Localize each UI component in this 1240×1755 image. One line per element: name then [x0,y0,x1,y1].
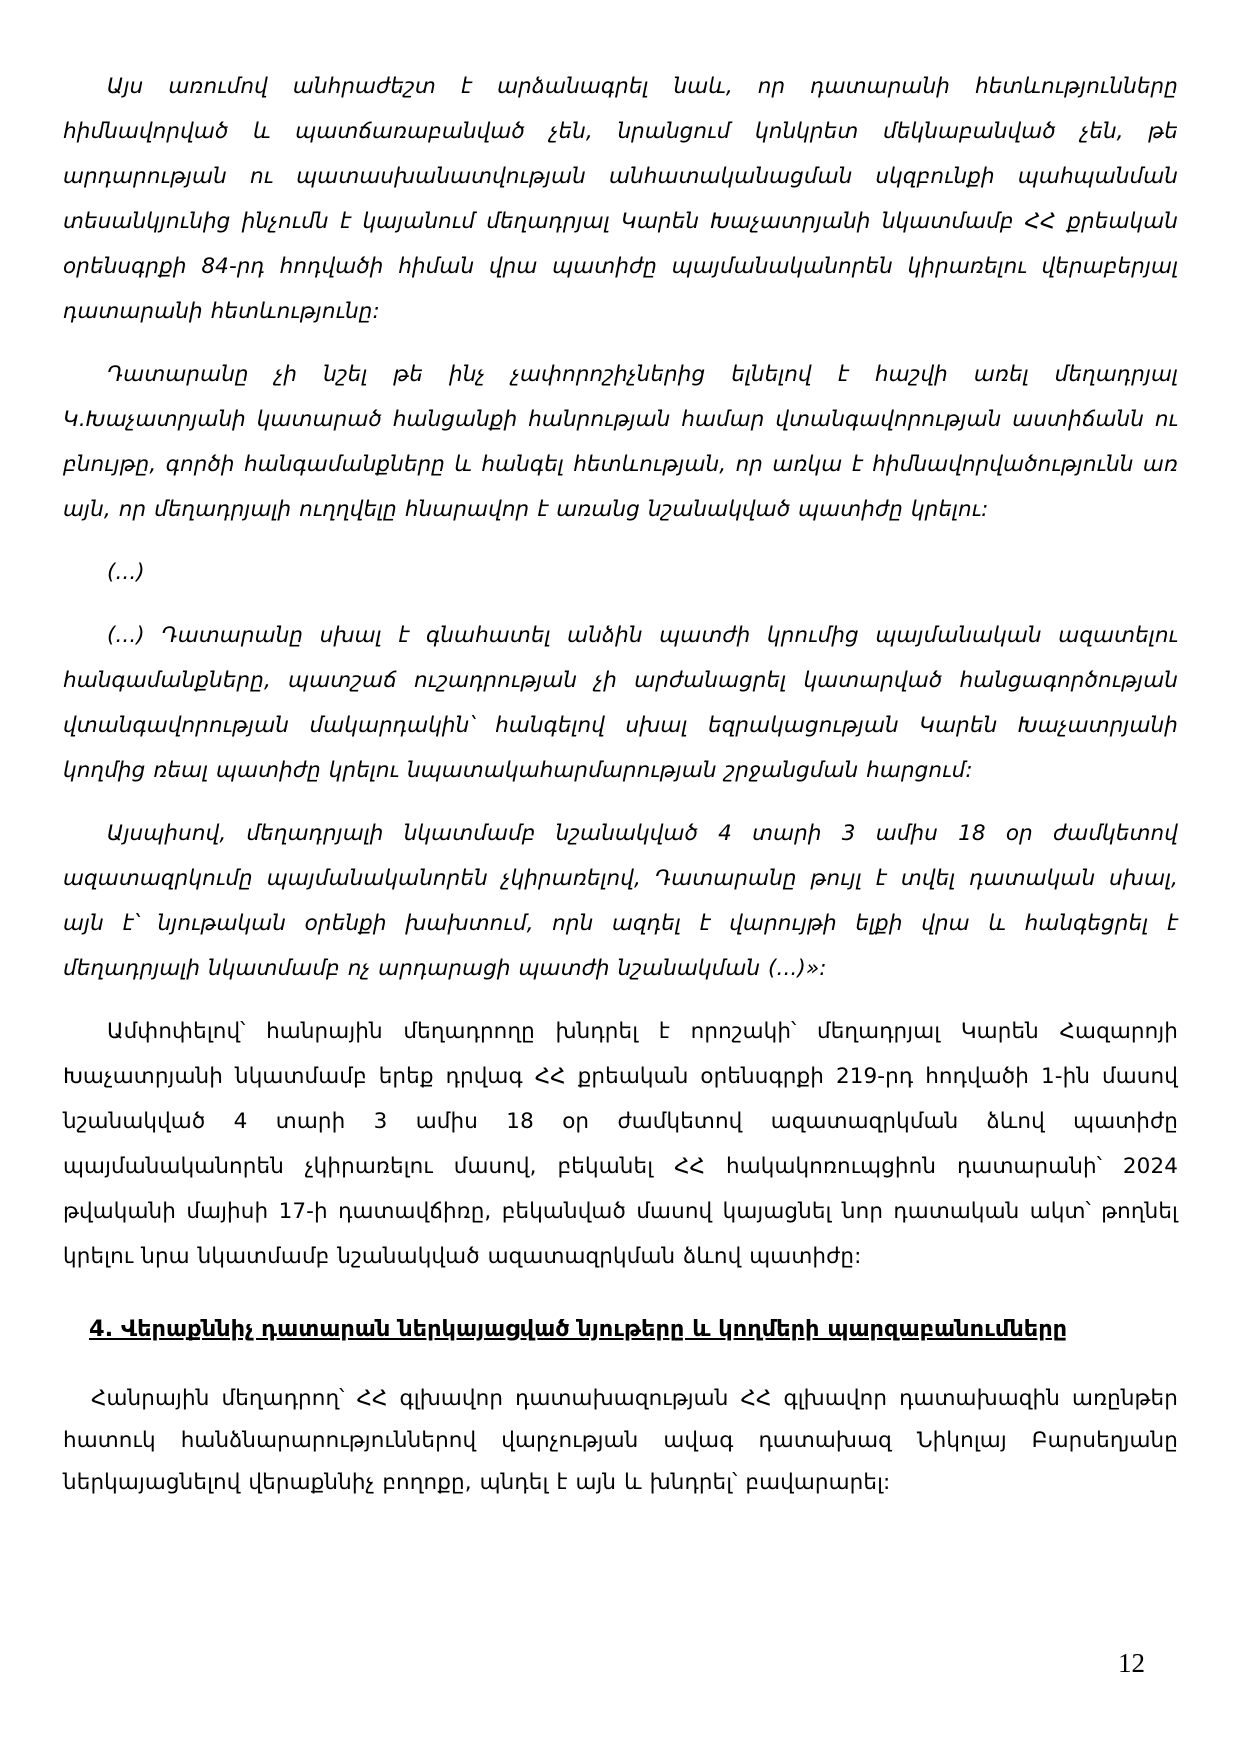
paragraph-prosecutor-summary-request: Ամփոփելով՝ հանրային մեղադրողը խնդրել է որոշակի՝ մեղադրյալ Կարեն Հազարոյի Խաչատրյանի նկատմամբ երեք դրվագ ՀՀ քրեական օրենսգրքի 219-րդ հոդվածի 1-ին մասով նշանակված 4 տարի 3 ամիս 18 օր ժամկետով ազատազրկման ձևով պատիժը պայմանականորեն չկիրառելու մասով, բեկանել ՀՀ հակակոռուպցիոն դատարանի՝ 2024 թվականի մայիսի 17-ի դատավճիռը, բեկանված մասով կայացնել նոր դատական ակտ՝ թողնել կրելու նրա նկատմամբ նշանակված ազատազրկման ձևով պատիժը: [63,1019,1178,1269]
paragraph-judicial-error-quote-end: Այսպիսով, մեղադրյալի նկատմամբ նշանակված 4 տարի 3 ամիս 18 օր ժամկետով ազատազրկումը պայմանականորեն չկիրառելով, Դատարանը թույլ է տվել դատական սխալ, այն է՝ նյութական օրենքի խախտում, որն ազդել է վարույթի ելքի վրա և հանգեցրել է մեղադրյալի նկատմամբ ոչ արդարացի պատժի նշանակման (...)»: [63,821,1178,981]
paragraph-court-conclusions-unfounded: Այս առումով անհրաժեշտ է արձանագրել նաև, որ դատարանի հետևությունները հիմնավորված և պատճառաբանված չեն, նրանցում կոնկրետ մեկնաբանված չեն, թե արդարության ու պատասխանատվության անհատականացման սկզբունքի պահպանման տեսանկյունից ինչումն է կայանում մեղադրյալ Կարեն Խաչատրյանի նկատմամբ ՀՀ քրեական օրենսգրքի 84-րդ հոդվածի հիման վրա պատիժը պայմանականորեն կիրառելու վերաբերյալ դատարանի հետևությունը: [63,74,1178,324]
paragraph-wrong-assessment: (...) Դատարանը սխալ է գնահատել անձին պատժի կրումից պայմանական ազատելու հանգամանքները, պատշաճ ուշադրության չի արժանացրել կատարված հանցագործության վտանգավորության մակարդակին՝ հանգելով սխալ եզրակացության Կարեն Խաչատրյանի կողմից ռեալ պատիժը կրելու նպատակահարմարության շրջանցման հարցում: [63,623,1178,783]
paragraph-ellipsis: (...) [107,560,145,585]
section-heading-materials-and-explanations: 4. Վերաքննիչ դատարան ներկայացված նյութերը և կողմերի պարզաբանումները [89,1316,1068,1342]
paragraph-criteria-not-specified: Դատարանը չի նշել թե ինչ չափորոշիչներից ելնելով է հաշվի առել մեղադրյալ Կ.Խաչատրյանի կատարած հանցանքի հանրության համար վտանգավորության աստիճանն ու բնույթը, գործի հանգամանքները և հանգել հետևության, որ առկա է հիմնավորվածությունն առ այն, որ մեղադրյալի ուղղվելը հնարավոր է առանց նշանակված պատիժը կրելու: [63,362,1178,522]
paragraph-public-prosecutor-statement: Հանրային մեղադրող՝ ՀՀ գլխավոր դատախազության ՀՀ գլխավոր դատախազին առընթեր հատուկ հանձնարարություններով վարչության ավագ դատախազ Նիկոլայ Բարսեղյանը ներկայացնելով վերաքննիչ բողոքը, պնդել է այն և խնդրել՝ բավարարել: [63,1386,1178,1495]
page-content [63,64,1178,1504]
page-number: 12 [1118,1648,1145,1678]
